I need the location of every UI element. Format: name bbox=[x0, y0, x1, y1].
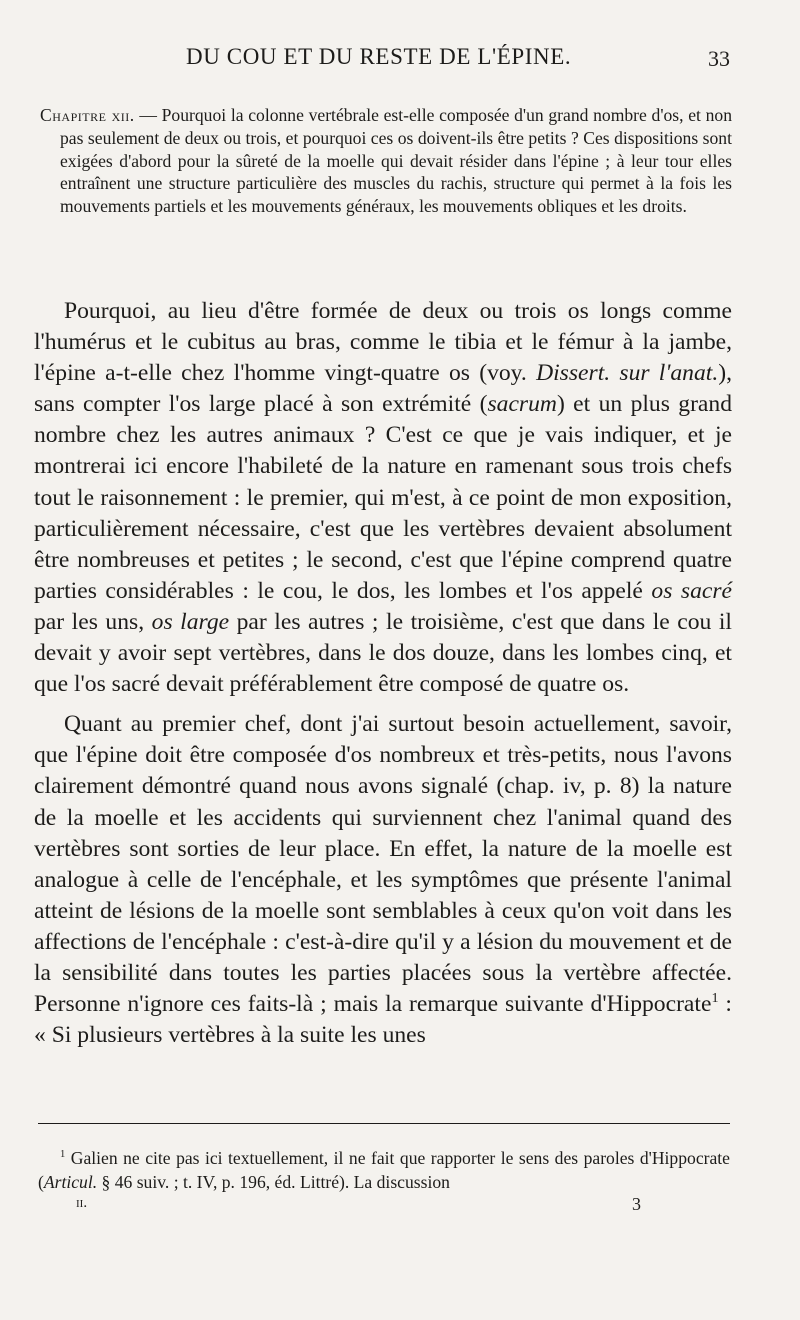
paragraph-2-text-b: : « Si plusieurs vertèbres à la suite les unes bbox=[34, 991, 732, 1049]
running-head bbox=[0, 42, 800, 76]
chapter-summary-text: — Pourquoi la colonne vertébrale est-elle composée d'un grand nombre d'os, et non pas seulement de deux ou trois, et pourquoi ces os doivent-ils être petits ? Ces dispositions sont exigées d'abord pour la sûreté de la moelle qui devait résider dans l'épine ; à leur tour elles entraînent une structure particulière des muscles du rachis, structure qui permet à la fois les mouvements partiels et les mouvements généraux, les mouvements obliques et les droits. bbox=[60, 105, 733, 217]
signature-number: 3 bbox=[632, 1194, 641, 1214]
term-os-sacre: os sacré bbox=[651, 577, 732, 604]
paragraph-1-text-b: ), sans compter l'os large placé à son extrémité ( bbox=[34, 360, 732, 418]
footnote-marker: 1 bbox=[60, 1149, 66, 1161]
footnote bbox=[38, 1147, 730, 1194]
running-title: DU COU ET DU RESTE DE L'ÉPINE. bbox=[186, 44, 572, 69]
paragraph-1 bbox=[34, 296, 732, 700]
footnote-citation: Articul. bbox=[43, 1171, 98, 1192]
paragraph-2-text-a: Quant au premier chef, dont j'ai surtout besoin actuellement, savoir, que l'épine doit être composée d'os nombreux et très-petits, nous l'avons clairement démontré quand nous avons signalé (chap. iv, p. 8) la nature de la moelle et les accidents qui surviennent chez l'animal quand des vertèbres sont sorties de leur place. En effet, la nature de la moelle est analogue à celle de l'encéphale, et les symptômes que présente l'animal atteint de lésions de la moelle sont semblables à ceux qu'on voit dans les affections de l'encéphale : c'est-à-dire qu'il y a lésion du mouvement et de la sensibilité dans toutes les parties placées sous la vertèbre affectée. Personne n'ignore ces faits-là ; mais la remarque suivante d'Hippocrate bbox=[34, 711, 732, 1018]
footnote-text-a: Galien ne cite pas ici textuellement, il ne fait que rapporter le sens des paroles d'Hippocrate ( bbox=[38, 1148, 730, 1192]
chapter-label: Chapitre xii. bbox=[40, 105, 135, 125]
paragraph-1-text-e: par les autres ; le troisième, c'est que dans le cou il devait y avoir sept vertèbres, dans le dos douze, dans les lombes cinq, et que l'os sacré devait préférablement être composé de quatre os. bbox=[34, 608, 732, 698]
signature-volume: ii. bbox=[76, 1195, 88, 1211]
chapter-summary bbox=[40, 104, 732, 218]
paragraph-1-text-d: par les uns, bbox=[34, 608, 152, 635]
term-os-large: os large bbox=[151, 608, 230, 635]
term-sacrum: sacrum bbox=[487, 391, 557, 418]
page-number: 33 bbox=[708, 46, 730, 71]
paragraph-1-text-a: Pourquoi, au lieu d'être formée de deux ou trois os longs comme l'humérus et le cubitus au bras, comme le tibia et le fémur à la jambe, l'épine a-t-elle chez l'homme vingt-quatre os (voy. bbox=[34, 298, 732, 387]
main-text bbox=[34, 296, 732, 1051]
paragraph-1-text-c: ) et un plus grand nombre chez les autres animaux ? C'est ce que je vais indiquer, et je montrerai ici encore l'habileté de la nature en ramenant sous trois chefs tout le raisonnement : le premier, qui m'est, à ce point de mon exposition, particulièrement nécessaire, c'est que les vertèbres devaient absolument être nombreuses et petites ; le second, c'est que l'épine comprend quatre parties considérables : le cou, le dos, les lombes et l'os appelé bbox=[34, 391, 732, 604]
footnote-rule bbox=[38, 1123, 730, 1124]
footnote-text-b: § 46 suiv. ; t. IV, p. 196, éd. Littré). La discussion bbox=[97, 1171, 450, 1192]
paragraph-2 bbox=[34, 709, 732, 1051]
footnote-reference[interactable]: 1 bbox=[711, 990, 719, 1007]
work-title-citation: Dissert. sur l'anat. bbox=[536, 360, 719, 387]
